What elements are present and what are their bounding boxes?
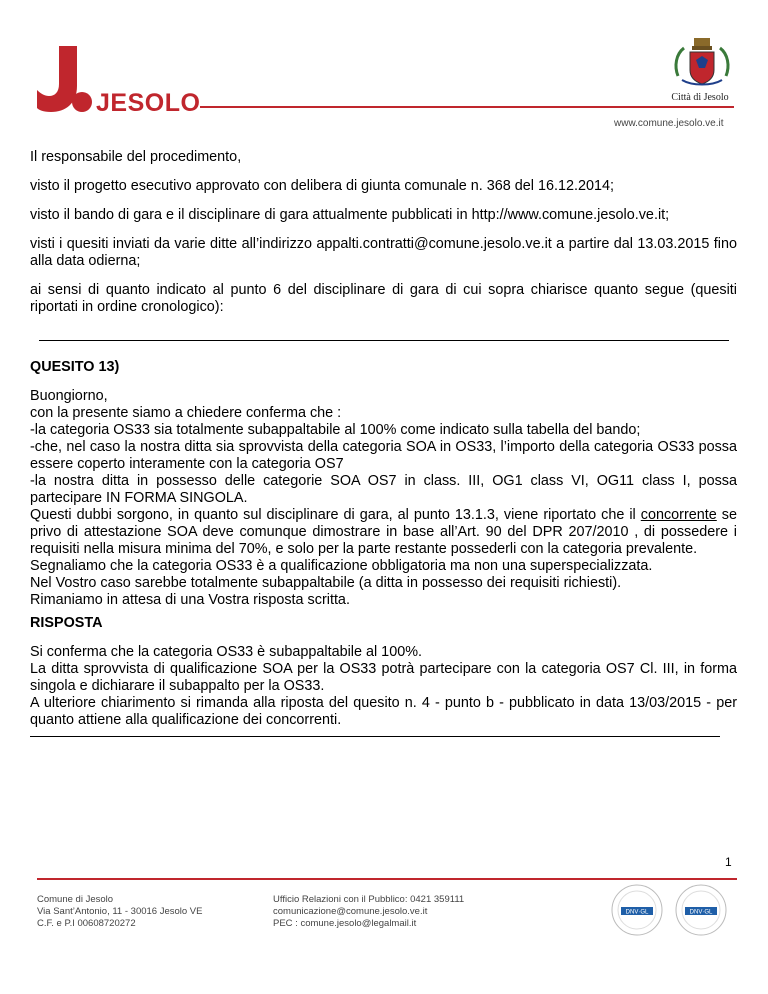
separator-line <box>39 340 729 341</box>
logo-wordmark: JESOLO <box>96 89 201 117</box>
quesito-item: -la categoria OS33 sia totalmente subappaltabile al 100% come indicato sulla tabella del bando; <box>30 422 641 438</box>
risposta-line: La ditta sprovvista di qualificazione SOA per la OS33 potrà partecipare con la categoria OS7 Cl. III, in forma singola e dichiarare il subappalto per la OS33. <box>30 661 737 694</box>
footer-contacts: Ufficio Relazioni con il Pubblico: 0421 359111 comunicazione@comune.jesolo.ve.it PEC : comune.jesolo@legalmail.it <box>273 894 465 929</box>
logo-dot <box>72 92 92 112</box>
opening-line: Il responsabile del procedimento, <box>30 149 242 165</box>
city-crest-icon <box>672 36 732 88</box>
paragraph-bando: visto il bando di gara e il disciplinare di gara attualmente pubblicati in http://www.comune.jesolo.ve.it; <box>30 207 670 223</box>
risposta-line: A ulteriore chiarimento si rimanda alla riposta del quesito n. 4 - punto b - pubblicato in data 13/03/2015 - per quanto attiene alla qualificazione dei concorrenti. <box>30 695 737 728</box>
paragraph-progetto: visto il progetto esecutivo approvato con delibera di giunta comunale n. 368 del 16.12.2014; <box>30 178 615 194</box>
footer-rule <box>37 878 737 880</box>
svg-text:DNV·GL: DNV·GL <box>689 909 713 916</box>
quesito-item: -che, nel caso la nostra ditta sia sprovvista della categoria SOA in OS33, l’importo della categoria OS33 possa essere coperto interamente con la categoria OS7 <box>30 439 737 472</box>
paragraph-quesiti: visti i quesiti inviati da varie ditte all’indirizzo appalti.contratti@comune.jesolo.ve.it a partire dal 13.03.2015 fino alla data odierna; <box>30 236 737 269</box>
quesito-line: Segnaliamo che la categoria OS33 è a qualificazione obbligatoria ma non una superspecializzata. <box>30 558 653 574</box>
quesito-line: Nel Vostro caso sarebbe totalmente subappaltabile (a ditta in possesso dei requisiti richiesti). <box>30 575 622 591</box>
quesito-line: Rimaniamo in attesa di una Vostra risposta scritta. <box>30 592 350 608</box>
quesito-intro: con la presente siamo a chiedere conferma che : <box>30 405 342 421</box>
certification-badge-icon <box>610 883 664 937</box>
svg-text:DNV·GL: DNV·GL <box>625 909 649 916</box>
footer-address: Comune di Jesolo Via Sant’Antonio, 11 - 30016 Jesolo VE C.F. e P.I 00608720272 <box>37 894 203 929</box>
header-url: www.comune.jesolo.ve.it <box>614 118 724 129</box>
document-body <box>30 149 737 737</box>
underlined-concorrente: concorrente <box>640 507 717 523</box>
certification-badge-icon <box>674 883 728 937</box>
quesito-doubt: Questi dubbi sorgono, in quanto sul disciplinare di gara, al punto 13.1.3, viene riportato che il concorrente se privo di attestazione SOA deve comunque dimostrare in base all’Art. 90 del DPR 207/2010 , di possedere i requisiti nella misura minima del 70%, e solo per la parte restante possederli con la categoria prevalente. <box>30 507 738 557</box>
quesito-item: -la nostra ditta in possesso delle categorie SOA OS7 in class. III, OG1 class VI, OG11 class I, possa partecipare IN FORMA SINGOLA. <box>30 473 737 506</box>
paragraph-chiarimenti: ai sensi di quanto indicato al punto 6 del disciplinare di gara di cui sopra chiarisce quanto segue (quesiti riportati in ordine cronologico): <box>30 282 737 315</box>
quesito-title: QUESITO 13) <box>30 359 120 375</box>
risposta-title: RISPOSTA <box>30 615 103 631</box>
quesito-greeting: Buongiorno, <box>30 388 108 404</box>
city-name: Città di Jesolo <box>671 92 729 103</box>
page-number: 1 <box>725 855 732 869</box>
end-separator-line <box>30 736 720 737</box>
risposta-line: Si conferma che la categoria OS33 è subappaltabile al 100%. <box>30 644 422 660</box>
header-rule <box>200 106 734 108</box>
